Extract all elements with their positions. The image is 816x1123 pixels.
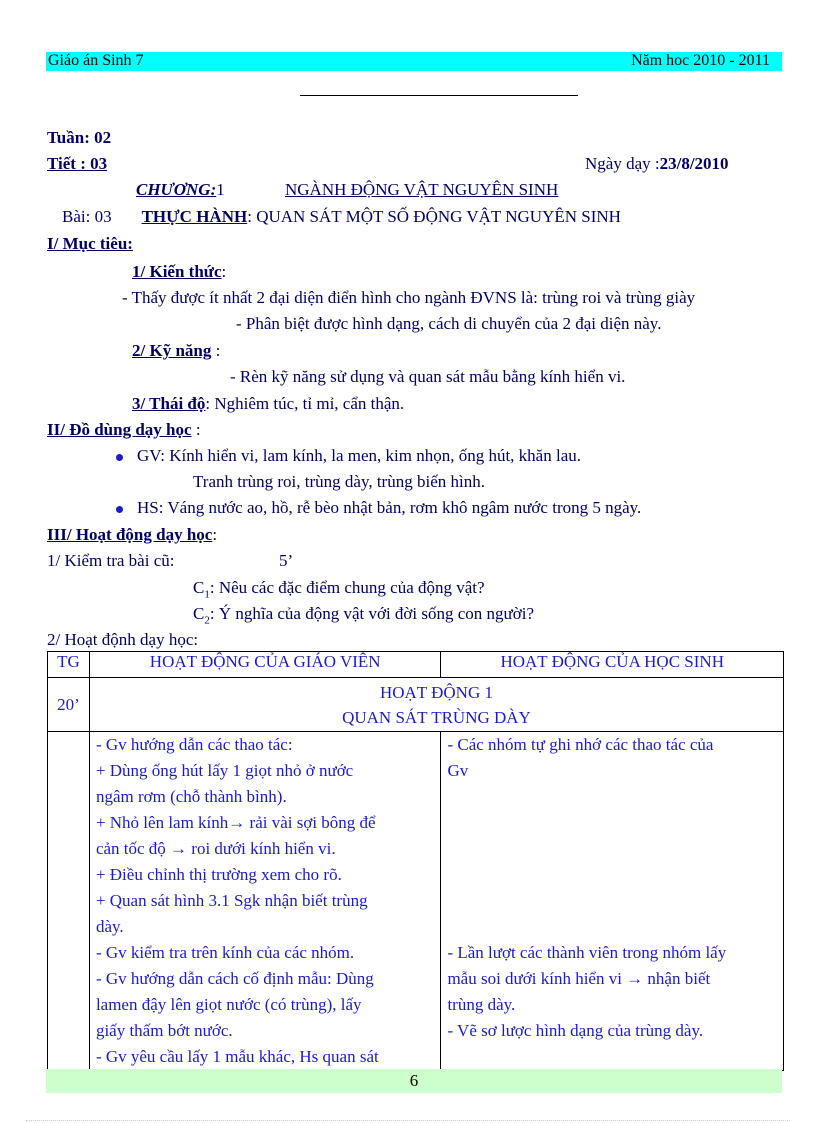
teaching-date	[585, 154, 729, 174]
page-header	[46, 52, 782, 71]
objectives-heading: I/ Mục tiêu:	[47, 234, 133, 253]
gv-materials: GV: Kính hiển vi, lam kính, la men, kim nhọn, ống hút, khăn lau.	[137, 446, 581, 465]
attitude-heading: 3/ Thái độ	[132, 394, 206, 413]
activity-title	[89, 678, 783, 732]
activity-title-line-2: QUAN SÁT TRÙNG DÀY	[342, 708, 531, 727]
student-line: Gv	[447, 761, 469, 780]
header-time: TG	[48, 652, 90, 678]
lesson-type: THỰC HÀNH	[141, 207, 248, 226]
period-label: Tiết : 03	[47, 154, 108, 173]
header-left: Giáo án Sinh 7	[48, 52, 144, 69]
student-activities	[441, 732, 784, 1071]
student-line: trùng dày.	[447, 995, 516, 1014]
activity-title-line-1: HOẠT ĐỘNG 1	[379, 683, 493, 702]
question-2-letter: C	[193, 604, 205, 623]
teacher-line: - Gv yêu cầu lấy 1 mẫu khác, Hs quan sát	[95, 1047, 379, 1066]
teacher-line: lamen đậy lên giọt nước (có trùng), lấy	[95, 995, 362, 1014]
student-line	[447, 784, 777, 810]
attitude-text: : Nghiêm túc, tỉ mỉ, cẩn thận.	[205, 394, 405, 413]
chapter-label: CHƯƠNG:	[136, 180, 217, 199]
teacher-line: dày.	[95, 917, 124, 936]
chapter-line	[136, 180, 225, 200]
header-student: HOẠT ĐỘNG CỦA HỌC SINH	[441, 652, 784, 678]
teacher-line: ngâm rơm (chỗ thành bình).	[95, 787, 287, 806]
lesson-line	[62, 207, 621, 227]
knowledge-heading: 1/ Kiến thức	[132, 262, 222, 281]
teacher-line: - Gv hướng dẫn cách cố định mẫu: Dùng	[95, 969, 374, 988]
student-line: - Vẽ sơ lược hình dạng của trùng dày.	[447, 1021, 704, 1040]
gv-materials-line-2: Tranh trùng roi, trùng dày, trùng biến hình.	[193, 472, 485, 491]
student-line: mẫu soi dưới kính hiển vi → nhận biết	[447, 969, 711, 988]
check-time: 5’	[279, 551, 294, 570]
question-1	[193, 578, 485, 600]
student-line	[447, 888, 777, 914]
hs-materials: HS: Váng nước ao, hồ, rễ bèo nhật bản, rơm khô ngâm nước trong 5 ngày.	[137, 498, 642, 517]
teacher-line: + Dùng ống hút lấy 1 giọt nhỏ ở nước	[95, 761, 354, 780]
activity-time: 20’	[48, 678, 90, 732]
activities-heading-line	[47, 525, 217, 545]
activity-title-row	[48, 678, 784, 732]
knowledge-colon: :	[221, 262, 227, 281]
student-line	[447, 810, 777, 836]
date-label: Ngày dạy :	[585, 154, 660, 173]
header-teacher: HOẠT ĐỘNG CỦA GIÁO VIÊN	[89, 652, 441, 678]
question-1-text: : Nêu các đặc điểm chung của động vật?	[209, 578, 485, 597]
activity-table	[47, 651, 784, 1071]
lesson-label: Bài: 03	[62, 207, 112, 226]
teacher-line: + Quan sát hình 3.1 Sgk nhận biết trùng	[95, 891, 368, 910]
header-divider	[300, 95, 578, 96]
student-line	[447, 914, 777, 940]
materials-hs-line	[116, 498, 641, 518]
student-line: - Lần lượt các thành viên trong nhóm lấy	[447, 943, 727, 962]
teaching-activities-label: 2/ Hoạt độnh dạy học:	[47, 630, 199, 649]
activities-heading: III/ Hoạt động dạy học	[47, 525, 213, 544]
check-old-lesson: 1/ Kiểm tra bài cũ:	[47, 551, 175, 570]
chapter-number: 1	[216, 180, 225, 199]
teacher-line: cản tốc độ → roi dưới kính hiển vi.	[95, 839, 336, 858]
table-header-row	[48, 652, 784, 678]
student-line	[447, 862, 777, 888]
question-1-letter: C	[193, 578, 205, 597]
chapter-title: NGÀNH ĐỘNG VẬT NGUYÊN SINH	[285, 180, 559, 199]
teacher-line: - Gv hướng dẫn các thao tác:	[95, 735, 293, 754]
question-2-sub: 2	[204, 614, 210, 627]
teacher-line: giấy thấm bớt nước.	[95, 1021, 233, 1040]
skill-heading: 2/ Kỹ năng	[132, 341, 212, 360]
knowledge-line-2: - Phân biệt được hình dạng, cách di chuyển của 2 đại diện này.	[236, 314, 662, 333]
date-value: 23/8/2010	[659, 154, 729, 173]
skill-heading-line	[132, 341, 220, 361]
student-line	[447, 1044, 777, 1070]
materials-colon: :	[191, 420, 201, 439]
teacher-line: + Điều chỉnh thị trường xem cho rõ.	[95, 865, 342, 884]
content-time-cell	[48, 732, 90, 1071]
materials-heading: II/ Đồ dùng dạy học	[47, 420, 192, 439]
week-label: Tuần: 02	[47, 128, 112, 147]
page-footer	[46, 1069, 782, 1093]
question-1-sub: 1	[204, 588, 210, 601]
attitude-line	[132, 394, 404, 414]
activity-content-row	[48, 732, 784, 1071]
teacher-activities	[89, 732, 441, 1071]
student-line: - Các nhóm tự ghi nhớ các thao tác của	[447, 735, 714, 754]
student-line	[447, 836, 777, 862]
materials-heading-line	[47, 420, 201, 440]
header-right: Năm hoc 2010 - 2011	[631, 52, 770, 69]
page-number: 6	[409, 1071, 419, 1090]
question-2-text: : Ý nghĩa của động vật với đời sống con người?	[209, 604, 535, 623]
question-2	[193, 604, 534, 626]
skill-colon: :	[211, 341, 221, 360]
bullet-icon	[116, 454, 123, 461]
bottom-dotted-line	[26, 1120, 790, 1121]
skill-line: - Rèn kỹ năng sử dụng và quan sát mẫu bằng kính hiển vi.	[230, 367, 626, 386]
teacher-line: + Nhỏ lên lam kính→ rải vài sợi bông để	[95, 813, 376, 832]
activities-heading-colon: :	[212, 525, 218, 544]
knowledge-heading-line	[132, 262, 226, 282]
teacher-line: - Gv kiểm tra trên kính của các nhóm.	[95, 943, 355, 962]
materials-gv-line	[116, 446, 581, 466]
knowledge-line-1: - Thấy được ít nhất 2 đại diện điển hình cho ngành ĐVNS là: trùng roi và trùng giày	[122, 288, 696, 307]
bullet-icon	[116, 506, 123, 513]
lesson-title: : QUAN SÁT MỘT SỐ ĐỘNG VẬT NGUYÊN SINH	[247, 207, 621, 226]
